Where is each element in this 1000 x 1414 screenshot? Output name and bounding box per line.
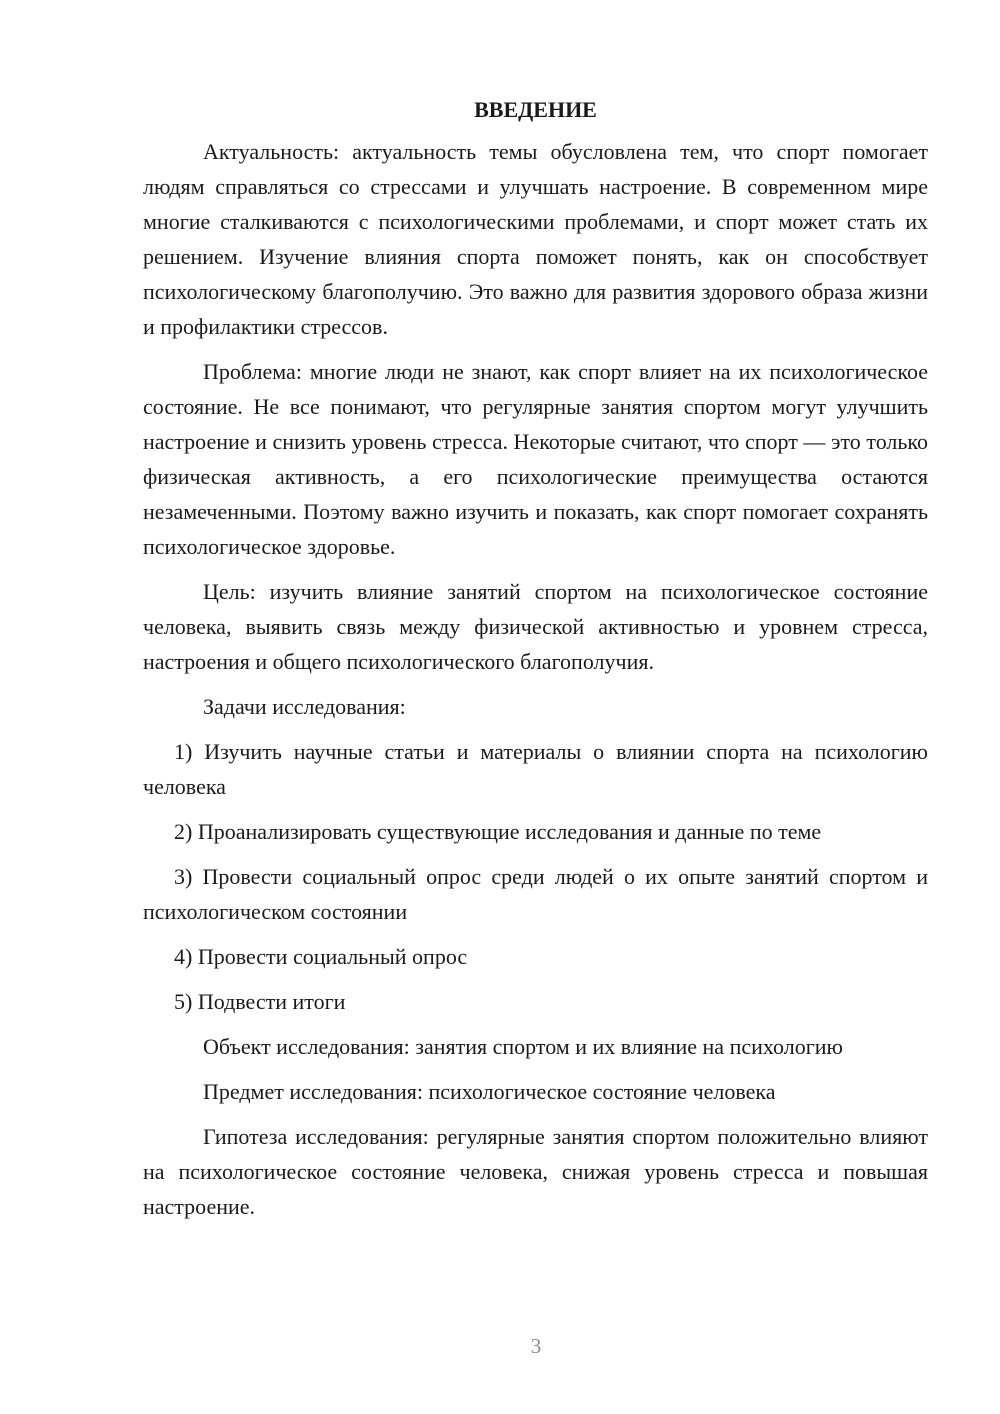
tasks-heading: Задачи исследования: — [203, 694, 406, 719]
list-item: 1) Изучить научные статьи и материалы о влиянии спорта на психологию человека — [143, 739, 928, 799]
list-item: 4) Провести социальный опрос — [174, 944, 468, 969]
list-item: 5) Подвести итоги — [174, 989, 346, 1014]
list-item: 2) Проанализировать существующие исследования и данные по теме — [174, 819, 822, 844]
relevance-paragraph: Актуальность: актуальность темы обусловлена тем, что спорт помогает людям справляться со стрессами и улучшать настроение. В современном мире многие сталкиваются с психологическими проблемами, и спорт может стать их решением. Изучение влияния спорта поможет понять, как он способствует психологическому благополучию. Это важно для развития здорового образа жизни и профилактики стрессов. — [143, 139, 928, 339]
goal-paragraph: Цель: изучить влияние занятий спортом на психологическое состояние человека, выявить связь между физической активностью и уровнем стресса, настроения и общего психологического благополучия. — [143, 579, 928, 674]
tasks-list — [143, 734, 928, 1019]
list-item: 3) Провести социальный опрос среди людей о их опыте занятий спортом и психологическом состоянии — [143, 864, 928, 924]
page-number: 3 — [530, 1334, 542, 1358]
hypothesis-paragraph: Гипотеза исследования: регулярные занятия спортом положительно влияют на психологическое состояние человека, снижая уровень стресса и повышая настроение. — [143, 1124, 928, 1219]
document-page — [143, 92, 928, 1234]
problem-paragraph: Проблема: многие люди не знают, как спорт влияет на их психологическое состояние. Не все понимают, что регулярные занятия спортом могут улучшить настроение и снизить уровень стресса. Некоторые считают, что спорт — это только физическая активность, а его психологические преимущества остаются незамеченными. Поэтому важно изучить и показать, как спорт помогает сохранять психологическое здоровье. — [143, 359, 928, 559]
section-title: ВВЕДЕНИЕ — [474, 97, 597, 122]
object-paragraph: Объект исследования: занятия спортом и их влияние на психологию — [203, 1034, 843, 1059]
subject-paragraph: Предмет исследования: психологическое состояние человека — [203, 1079, 776, 1104]
